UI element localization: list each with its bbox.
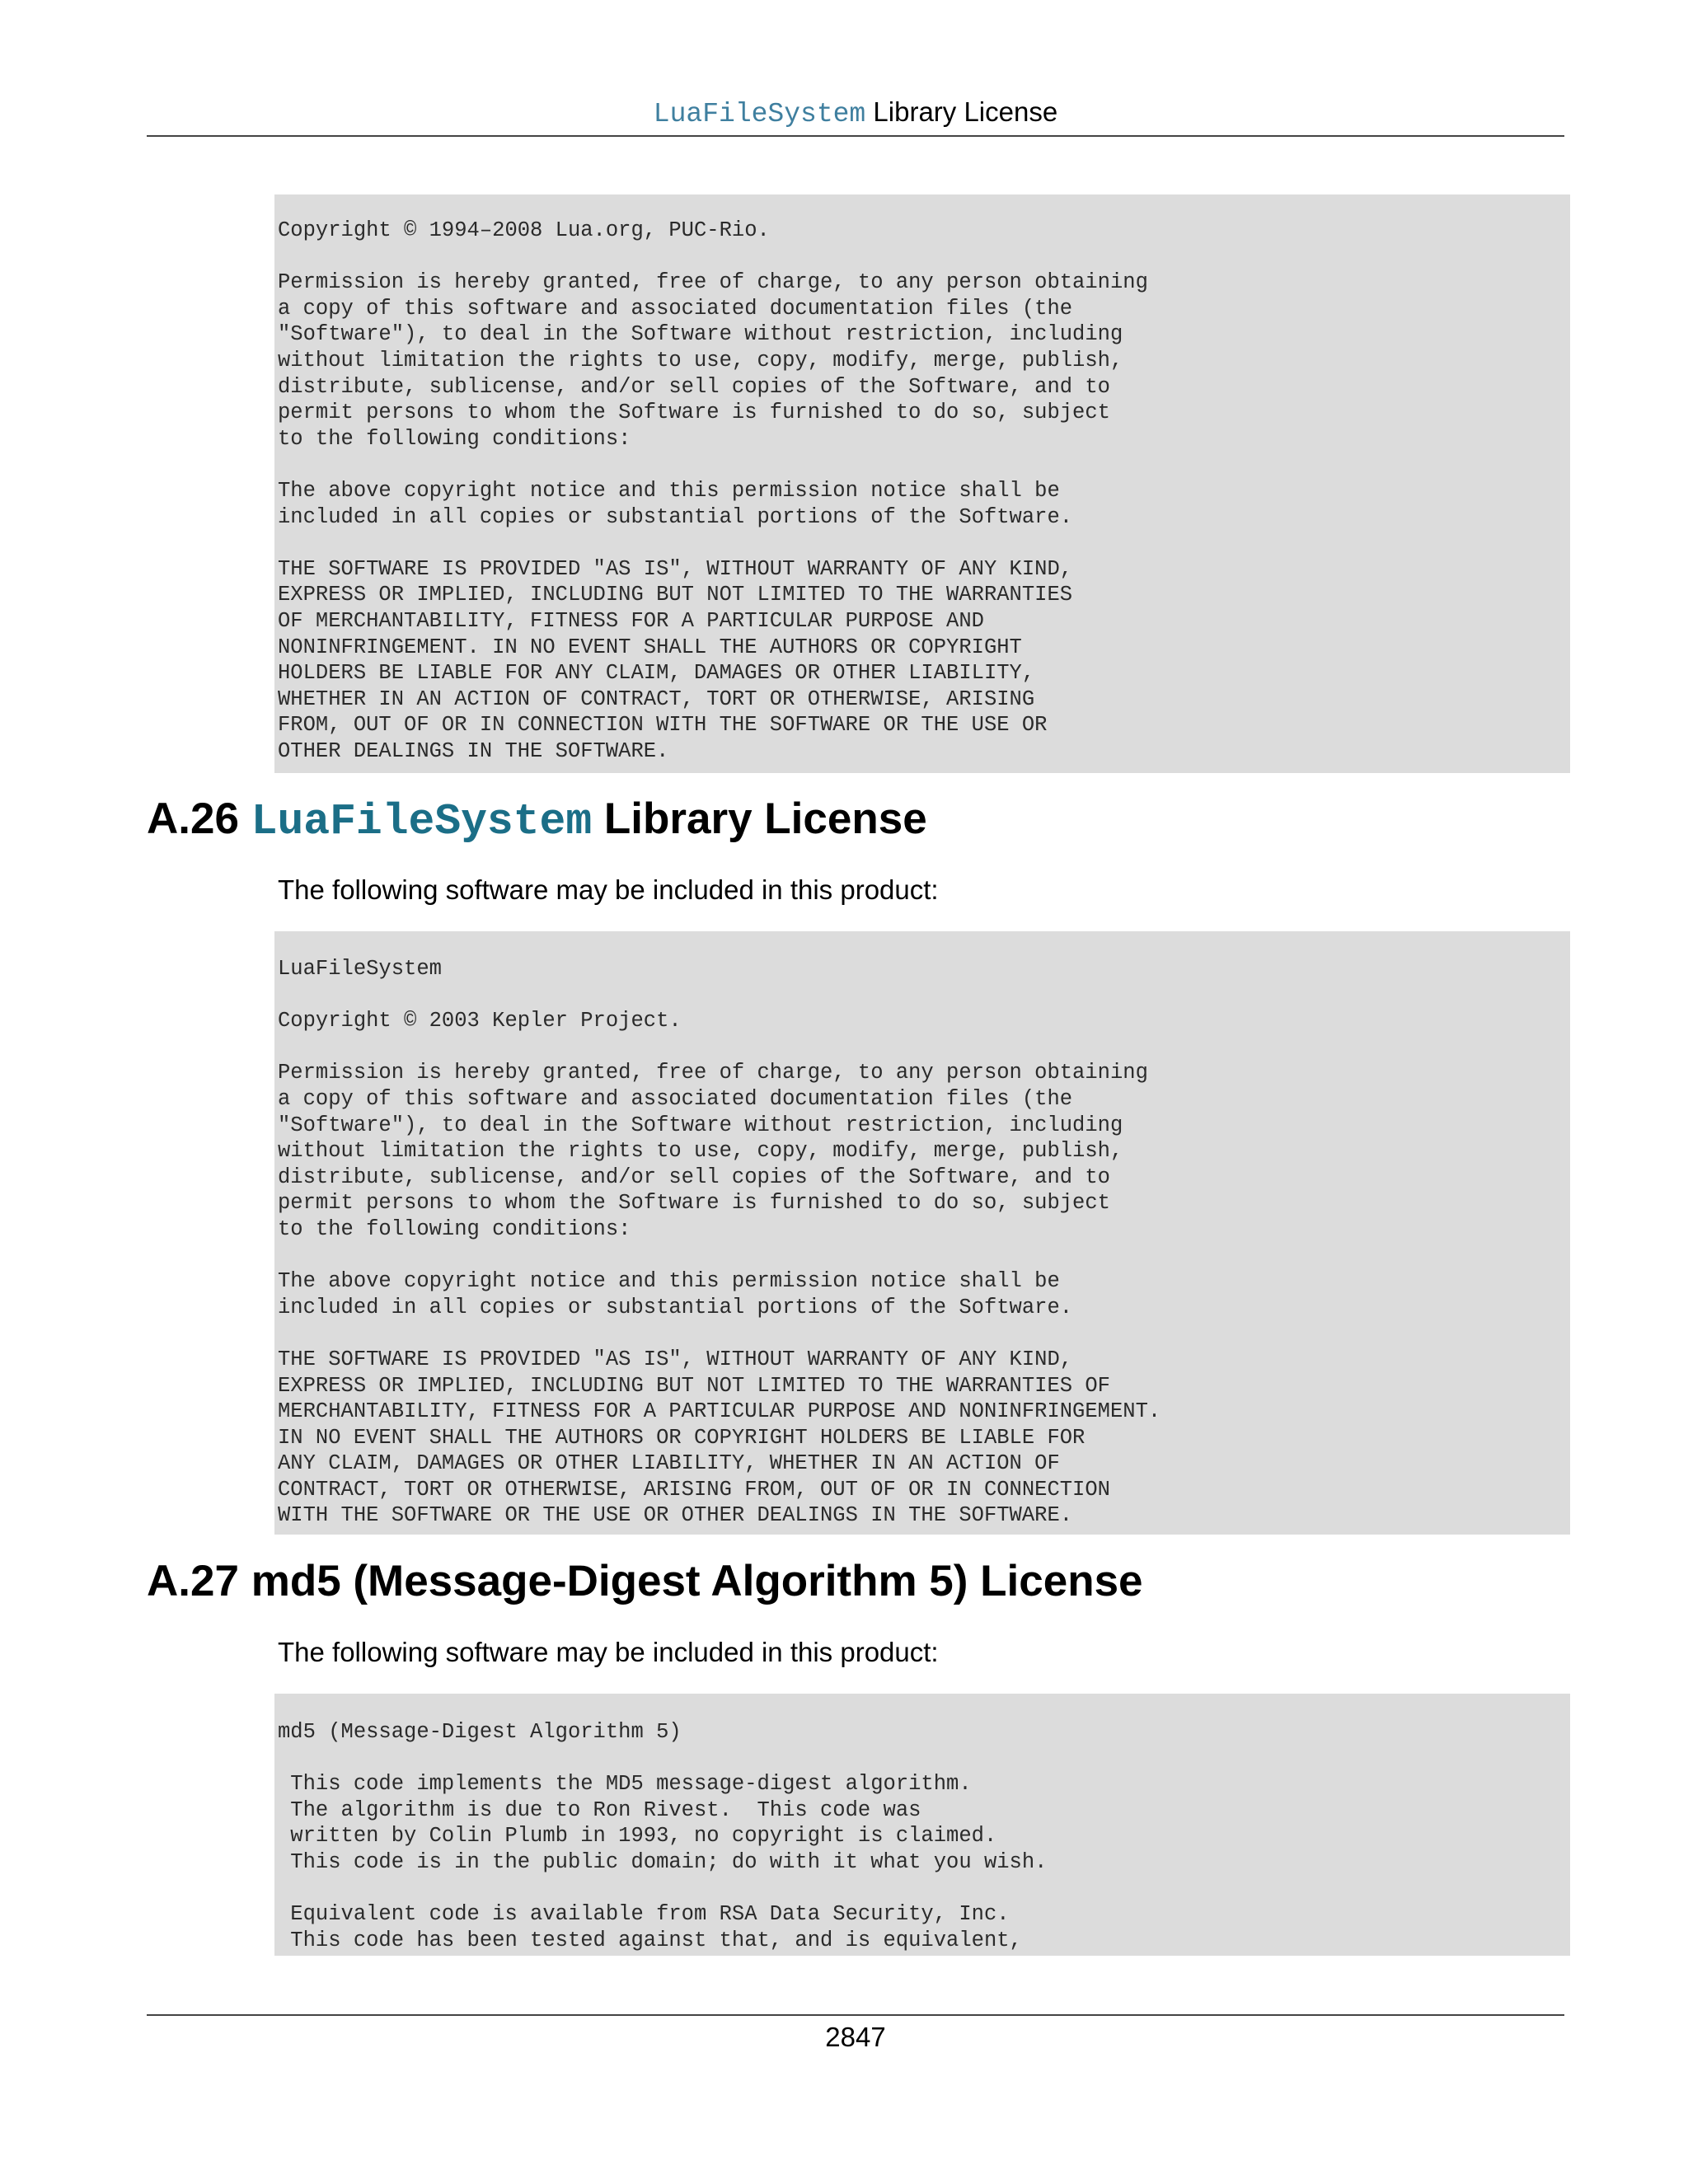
section-number: A.26 xyxy=(147,794,239,843)
license-code-block-lua: Copyright © 1994–2008 Lua.org, PUC-Rio. Permission is hereby granted, free of charge, to any person obtaining a copy of this software and associated documentation files (the "Software"), to deal in the Software without restriction, including without limitation the rights to use, copy, modify, merge, publish, distribute, sublicense, and/or sell copies of the Software, and to permit persons to whom the Software is furnished to do so, subject to the following conditions: The above copyright notice and this permission notice shall be included in all copies or substantial portions of the Software. THE SOFTWARE IS PROVIDED "AS IS", WITHOUT WARRANTY OF ANY KIND, EXPRESS OR IMPLIED, INCLUDING BUT NOT LIMITED TO THE WARRANTIES OF MERCHANTABILITY, FITNESS FOR A PARTICULAR PURPOSE AND NONINFRINGEMENT. IN NO EVENT SHALL THE AUTHORS OR COPYRIGHT HOLDERS BE LIABLE FOR ANY CLAIM, DAMAGES OR OTHER LIABILITY, WHETHER IN AN ACTION OF CONTRACT, TORT OR OTHERWISE, ARISING FROM, OUT OF OR IN CONNECTION WITH THE SOFTWARE OR THE USE OR OTHER DEALINGS IN THE SOFTWARE. xyxy=(274,194,1570,773)
header-rule xyxy=(147,135,1564,137)
section-title-text: Library License xyxy=(603,794,927,843)
section-title-mono: LuaFileSystem xyxy=(251,797,593,846)
section-intro: The following software may be included in this product: xyxy=(278,1637,939,1667)
section-title-text: md5 (Message-Digest Algorithm 5) License xyxy=(251,1557,1143,1605)
section-heading-a27 xyxy=(147,1555,1143,1608)
header-title-text: Library License xyxy=(865,96,1058,127)
section-heading-a26 xyxy=(147,793,927,848)
header-title-mono: LuaFileSystem xyxy=(653,99,866,129)
license-code-block-md5: md5 (Message-Digest Algorithm 5) This code implements the MD5 message-digest algorithm. The algorithm is due to Ron Rivest. This code was written by Colin Plumb in 1993, no copyright is claimed. This code is in the public domain; do with it what you wish. Equivalent code is available from RSA Data Security, Inc. This code has been tested against that, and is equivalent, xyxy=(274,1694,1570,1956)
footer-rule xyxy=(147,2014,1564,2016)
license-code-block-luafilesystem: LuaFileSystem Copyright © 2003 Kepler Project. Permission is hereby granted, free of charge, to any person obtaining a copy of this software and associated documentation files (the "Software"), to deal in the Software without restriction, including without limitation the rights to use, copy, modify, merge, publish, distribute, sublicense, and/or sell copies of the Software, and to permit persons to whom the Software is furnished to do so, subject to the following conditions: The above copyright notice and this permission notice shall be included in all copies or substantial portions of the Software. THE SOFTWARE IS PROVIDED "AS IS", WITHOUT WARRANTY OF ANY KIND, EXPRESS OR IMPLIED, INCLUDING BUT NOT LIMITED TO THE WARRANTIES OF MERCHANTABILITY, FITNESS FOR A PARTICULAR PURPOSE AND NONINFRINGEMENT. IN NO EVENT SHALL THE AUTHORS OR COPYRIGHT HOLDERS BE LIABLE FOR ANY CLAIM, DAMAGES OR OTHER LIABILITY, WHETHER IN AN ACTION OF CONTRACT, TORT OR OTHERWISE, ARISING FROM, OUT OF OR IN CONNECTION WITH THE SOFTWARE OR THE USE OR OTHER DEALINGS IN THE SOFTWARE. xyxy=(274,931,1570,1535)
section-intro: The following software may be included in this product: xyxy=(278,874,939,905)
page-header xyxy=(147,94,1564,133)
page-number: 2847 xyxy=(825,2022,886,2052)
section-number: A.27 xyxy=(147,1557,239,1605)
